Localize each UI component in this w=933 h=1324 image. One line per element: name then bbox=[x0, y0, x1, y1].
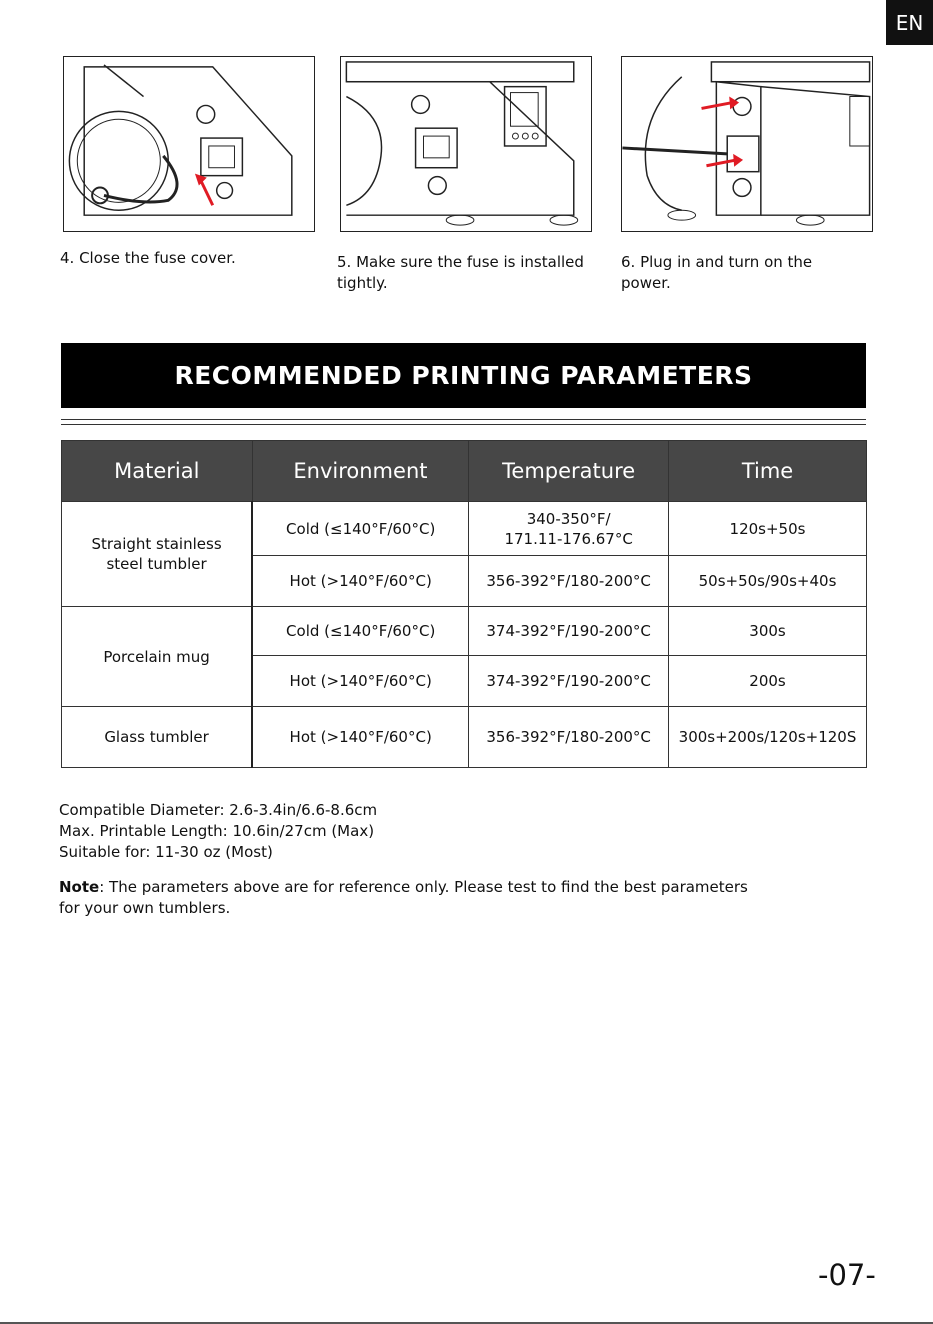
language-badge: EN bbox=[886, 0, 933, 45]
step-6-caption bbox=[621, 252, 812, 294]
time-cell: 50s+50s/90s+40s bbox=[669, 556, 867, 607]
spec-line: Max. Printable Length: 10.6in/27cm (Max) bbox=[59, 822, 375, 840]
spec-line: Suitable for: 11-30 oz (Most) bbox=[59, 843, 273, 861]
temperature-cell bbox=[469, 502, 669, 556]
specifications bbox=[59, 800, 377, 863]
environment-cell: Cold (≤140°F/60°C) bbox=[252, 607, 469, 656]
time-cell: 200s bbox=[669, 656, 867, 707]
note bbox=[59, 877, 819, 919]
step-5-caption-line: 5. Make sure the fuse is installed bbox=[337, 253, 584, 271]
time-cell: 300s+200s/120s+120S bbox=[669, 707, 867, 768]
fuse-install-drawing bbox=[341, 57, 591, 231]
note-text: : The parameters above are for reference only. Please test to find the best parameters bbox=[99, 878, 748, 896]
temperature-cell: 356-392°F/180-200°C bbox=[469, 556, 669, 607]
temperature-line: 340-350°F/ bbox=[526, 509, 611, 528]
fuse-cover-drawing bbox=[64, 57, 314, 231]
step-4-caption: 4. Close the fuse cover. bbox=[60, 249, 236, 267]
header-temperature: Temperature bbox=[469, 441, 669, 502]
header-environment: Environment bbox=[252, 441, 469, 502]
temperature-line: 171.11-176.67°C bbox=[504, 529, 633, 548]
time-cell: 300s bbox=[669, 607, 867, 656]
temperature-cell: 374-392°F/190-200°C bbox=[469, 607, 669, 656]
time-cell: 120s+50s bbox=[669, 502, 867, 556]
step-6-caption-line: 6. Plug in and turn on the bbox=[621, 253, 813, 271]
header-material: Material bbox=[62, 441, 253, 502]
environment-cell: Hot (>140°F/60°C) bbox=[252, 707, 469, 768]
step-5-caption bbox=[337, 252, 584, 294]
material-line: steel tumbler bbox=[106, 555, 207, 573]
environment-cell: Hot (>140°F/60°C) bbox=[252, 556, 469, 607]
note-label: Note bbox=[59, 878, 100, 896]
step-6-illustration bbox=[621, 56, 873, 232]
note-line: for your own tumblers. bbox=[59, 899, 231, 917]
step-5-caption-line: tightly. bbox=[337, 274, 388, 292]
note-line bbox=[59, 877, 819, 898]
step-5-illustration bbox=[340, 56, 592, 232]
table-row bbox=[62, 707, 867, 768]
parameters-table bbox=[61, 440, 867, 768]
power-plug-drawing bbox=[622, 57, 872, 231]
header-time: Time bbox=[669, 441, 867, 502]
spec-line: Compatible Diameter: 2.6-3.4in/6.6-8.6cm bbox=[59, 801, 378, 819]
temperature-cell: 356-392°F/180-200°C bbox=[469, 707, 669, 768]
table-row bbox=[62, 607, 867, 656]
section-title: RECOMMENDED PRINTING PARAMETERS bbox=[61, 343, 866, 408]
page-number: -07- bbox=[818, 1258, 876, 1292]
divider bbox=[61, 424, 866, 425]
environment-cell: Cold (≤140°F/60°C) bbox=[252, 502, 469, 556]
material-cell bbox=[62, 502, 253, 607]
material-cell: Glass tumbler bbox=[62, 707, 253, 768]
material-line: Straight stainless bbox=[91, 535, 222, 553]
table-header-row bbox=[62, 441, 867, 502]
environment-cell: Hot (>140°F/60°C) bbox=[252, 656, 469, 707]
temperature-cell: 374-392°F/190-200°C bbox=[469, 656, 669, 707]
material-cell: Porcelain mug bbox=[62, 607, 253, 707]
step-6-caption-line: power. bbox=[621, 274, 671, 292]
step-4-illustration bbox=[63, 56, 315, 232]
divider bbox=[61, 419, 866, 420]
table-row bbox=[62, 502, 867, 556]
